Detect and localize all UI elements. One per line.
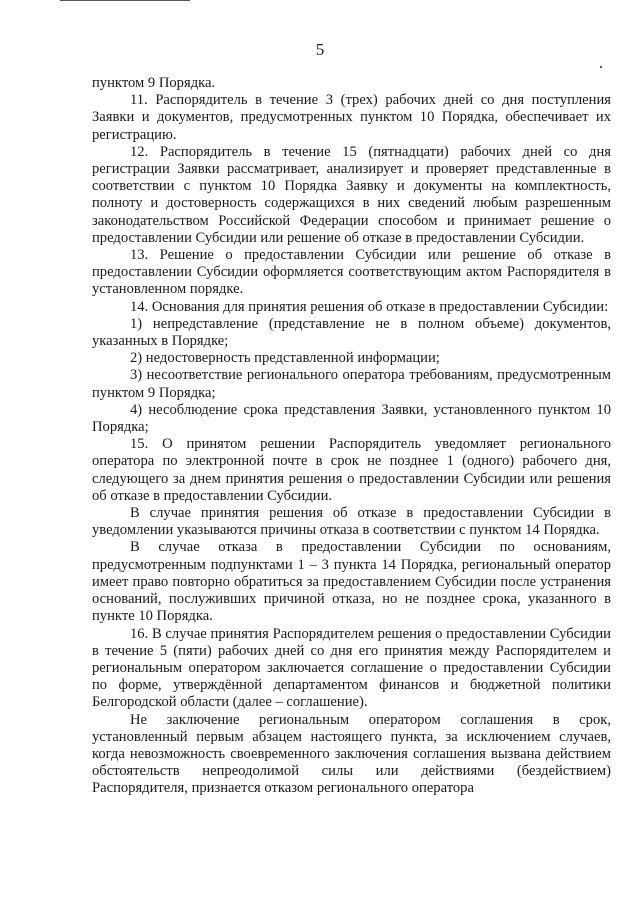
paragraph-continuation: пунктом 9 Порядка. (92, 75, 216, 91)
paragraph-15-refusal-reasons: В случае принятия решения об отказе в предоставлении Субсидии в уведомлении указываются причины отказа в соответствии с пунктом 14 Порядка. (92, 505, 611, 539)
paragraph-item-13: 13. Решение о предоставлении Субсидии или решение об отказе в предоставлении Субсидии оформляется соответствующим актом Распорядителя в установленном порядке. (92, 247, 611, 298)
paragraph-item-14: 14. Основания для принятия решения об отказе в предоставлении Субсидии: (130, 298, 609, 315)
paragraph-item-11: 11. Распорядитель в течение 3 (трех) рабочих дней со дня поступления Заявки и документов, предусмотренных пунктом 10 Порядка, обеспечивает их регистрацию. (92, 92, 611, 143)
document-body (92, 75, 611, 798)
paragraph-item-12: 12. Распорядитель в течение 15 (пятнадцати) рабочих дней со дня регистрации Заявки рассматривает, анализирует и проверяет представленные в соответствии с пунктом 10 Порядка Заявку и документы на комплектность, полноту и достоверность содержащихся в них сведений любым разрешенным законодательством Российской Федерации способом и принимает решение о предоставлении Субсидии или решение об отказе в предоставлении Субсидии. (92, 143, 611, 246)
scan-artifact-dot (600, 66, 602, 68)
page-number: 5 (315, 40, 325, 59)
subitem-14-2: 2) недостоверность представленной информации; (130, 350, 440, 367)
paragraph-16-non-conclusion: Не заключение региональным оператором соглашения в срок, установленный первым абзацем настоящего пункта, за исключением случаев, когда невозможность своевременного заключения соглашения вызвана действием обстоятельств непреодолимой силы или действиями (бездействием) Распорядителя, признается отказом регионального оператора (92, 711, 611, 797)
scan-artifact-line (60, 0, 190, 1)
paragraph-item-15: 15. О принятом решении Распорядитель уведомляет регионального оператора по электронной почте в срок не позднее 1 (одного) рабочего дня, следующего за днем принятия решения о предоставлении Субсидии или решения об отказе в предоставлении Субсидии. (92, 436, 611, 504)
subitem-14-4: 4) несоблюдение срока представления Заявки, установленного пунктом 10 Порядка; (92, 401, 611, 436)
subitem-14-3: 3) несоответствие регионального оператора требованиям, предусмотренным пунктом 9 Порядка; (92, 367, 611, 401)
subitem-14-1: 1) непредставление (представление не в полном объеме) документов, указанных в Порядке; (92, 315, 611, 350)
paragraph-15-reapply: В случае отказа в предоставлении Субсидии по основаниям, предусмотренным подпунктами 1 – 3 пункта 14 Порядка, региональный оператор имеет право повторно обратиться за предоставлением Субсидии после устранения оснований, послуживших причиной отказа, но не позднее срока, указанного в пункте 10 Порядка. (92, 539, 611, 625)
paragraph-item-16: 16. В случае принятия Распорядителем решения о предоставлении Субсидии в течение 5 (пяти) рабочих дней со дня его принятия между Распорядителем и региональным оператором заключается соглашение о предоставлении Субсидии по форме, утверждённой департаментом финансов и бюджетной политики Белгородской области (далее – соглашение). (92, 625, 611, 711)
